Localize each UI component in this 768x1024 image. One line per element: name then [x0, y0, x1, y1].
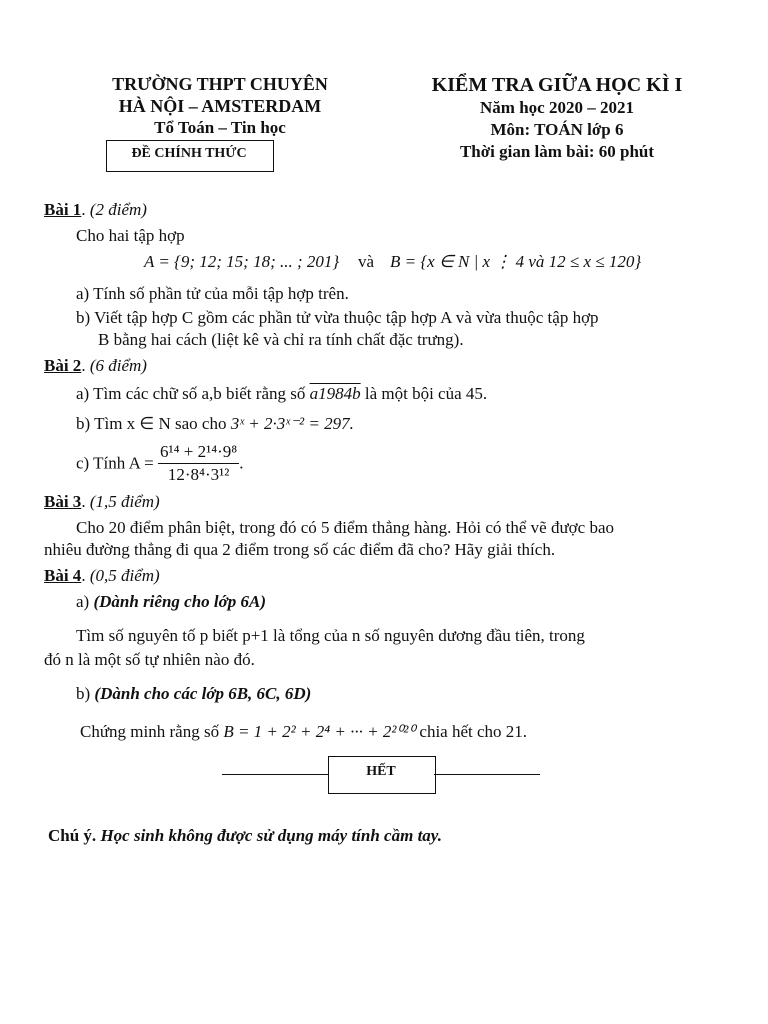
bai1-conj: và	[358, 252, 375, 271]
bai4-part-b-label: b)	[76, 684, 91, 703]
bai1-points: (2 điểm)	[89, 200, 147, 219]
bai4-heading: Bài 4. (0,5 điểm)	[44, 566, 160, 585]
bai2-part-a-number: a1984b	[309, 384, 361, 403]
bai3-title: Bài 3	[44, 492, 82, 511]
bai2-part-a-post: là một bội của 45.	[364, 384, 488, 403]
bai2-part-c-numerator: 6¹⁴ + 2¹⁴·9⁸	[158, 442, 239, 464]
bai2-part-a-pre: a) Tìm các chữ số a,b biết rằng số	[76, 384, 306, 403]
bai4-part-a-note: (Dành riêng cho lớp 6A)	[93, 592, 267, 611]
bai1-title: Bài 1	[44, 200, 82, 219]
bai4-part-b-pre: Chứng minh rằng số	[80, 722, 220, 741]
bai4-title: Bài 4	[44, 566, 82, 585]
bai1-part-b-line1: b) Viết tập hợp C gồm các phần tử vừa thuộc tập hợp A và vừa thuộc tập hợp	[76, 308, 599, 327]
school-name-line1: TRƯỜNG THPT CHUYÊN	[112, 74, 328, 94]
bai2-part-a	[76, 384, 487, 404]
official-label: ĐỀ CHÍNH THỨC	[131, 146, 247, 161]
bai4-part-a-line1: Tìm số nguyên tố p biết p+1 là tổng của n số nguyên dương đầu tiên, trong	[76, 626, 585, 645]
bai4-part-a-line2: đó n là một số tự nhiên nào đó.	[44, 650, 255, 669]
bai2-part-c-denominator: 12·8⁴·3¹²	[167, 465, 230, 484]
bai2-title: Bài 2	[44, 356, 82, 375]
bai1-part-a: a) Tính số phần tử của mỗi tập hợp trên.	[76, 284, 349, 303]
department-name: Tổ Toán – Tin học	[154, 118, 286, 137]
bai3-points: (1,5 điểm)	[89, 492, 160, 511]
bai3-line2: nhiêu đường thẳng đi qua 2 điểm trong số các điểm đã cho? Hãy giải thích.	[44, 540, 556, 559]
footer-note	[48, 826, 442, 846]
bai2-points: (6 điểm)	[89, 356, 147, 375]
bai3-heading: Bài 3. (1,5 điểm)	[44, 492, 160, 511]
bai1-heading: Bài 1. (2 điểm)	[44, 200, 147, 219]
subject: Môn: TOÁN lớp 6	[490, 120, 624, 139]
school-name-line2: HÀ NỘI – AMSTERDAM	[118, 96, 322, 116]
end-line-left	[222, 774, 328, 775]
bai4-points: (0,5 điểm)	[89, 566, 160, 585]
time-allowed: Thời gian làm bài: 60 phút	[459, 142, 655, 161]
bai4-part-a-label: a)	[76, 592, 90, 611]
bai2-part-c: c) Tính A = $\frac{\text{6¹⁴ + 2¹⁴·9⁸}}{\text{12·8⁴·3¹²}}$ .	[76, 442, 244, 484]
bai3-line1: Cho 20 điểm phân biệt, trong đó có 5 điểm thẳng hàng. Hỏi có thể vẽ được bao	[76, 518, 615, 537]
bai4-part-b-expr: B = 1 + 2² + 2⁴ + ··· + 2²⁰²⁰	[223, 722, 416, 741]
bai2-part-b-pre: b) Tìm x ∈ N sao cho	[76, 414, 227, 433]
footer-note-label: Chú ý.	[48, 826, 97, 845]
bai2-heading: Bài 2. (6 điểm)	[44, 356, 147, 375]
bai4-part-b-note: (Dành cho các lớp 6B, 6C, 6D)	[94, 684, 312, 703]
bai2-part-b-expr: 3ˣ + 2·3ˣ⁻² = 297.	[230, 414, 354, 433]
bai4-part-b-post: chia hết cho 21.	[419, 722, 528, 741]
school-year: Năm học 2020 – 2021	[480, 98, 634, 117]
bai1-set-b: B = {x ∈ N | x ⋮ 4 và 12 ≤ x ≤ 120}	[390, 252, 642, 271]
bai2-part-b	[76, 414, 354, 434]
bai2-part-c-fraction	[158, 442, 239, 485]
bai1-part-b-line2: B bằng hai cách (liệt kê và chỉ ra tính chất đặc trưng).	[98, 330, 464, 349]
bai2-part-c-pre: c) Tính A =	[76, 453, 154, 473]
bai1-set-a: A = {9; 12; 15; 18; ... ; 201}	[144, 252, 340, 271]
footer-note-text: Học sinh không được sử dụng máy tính cầm tay.	[100, 826, 442, 845]
end-label: HẾT	[366, 764, 396, 779]
bai4-part-b-header	[76, 684, 311, 704]
end-line-right	[434, 774, 540, 775]
bai4-part-b-statement	[80, 722, 527, 742]
bai1-intro: Cho hai tập hợp	[76, 226, 185, 245]
bai4-part-a-header	[76, 592, 266, 612]
exam-title: KIỂM TRA GIỮA HỌC KÌ I	[431, 74, 683, 96]
